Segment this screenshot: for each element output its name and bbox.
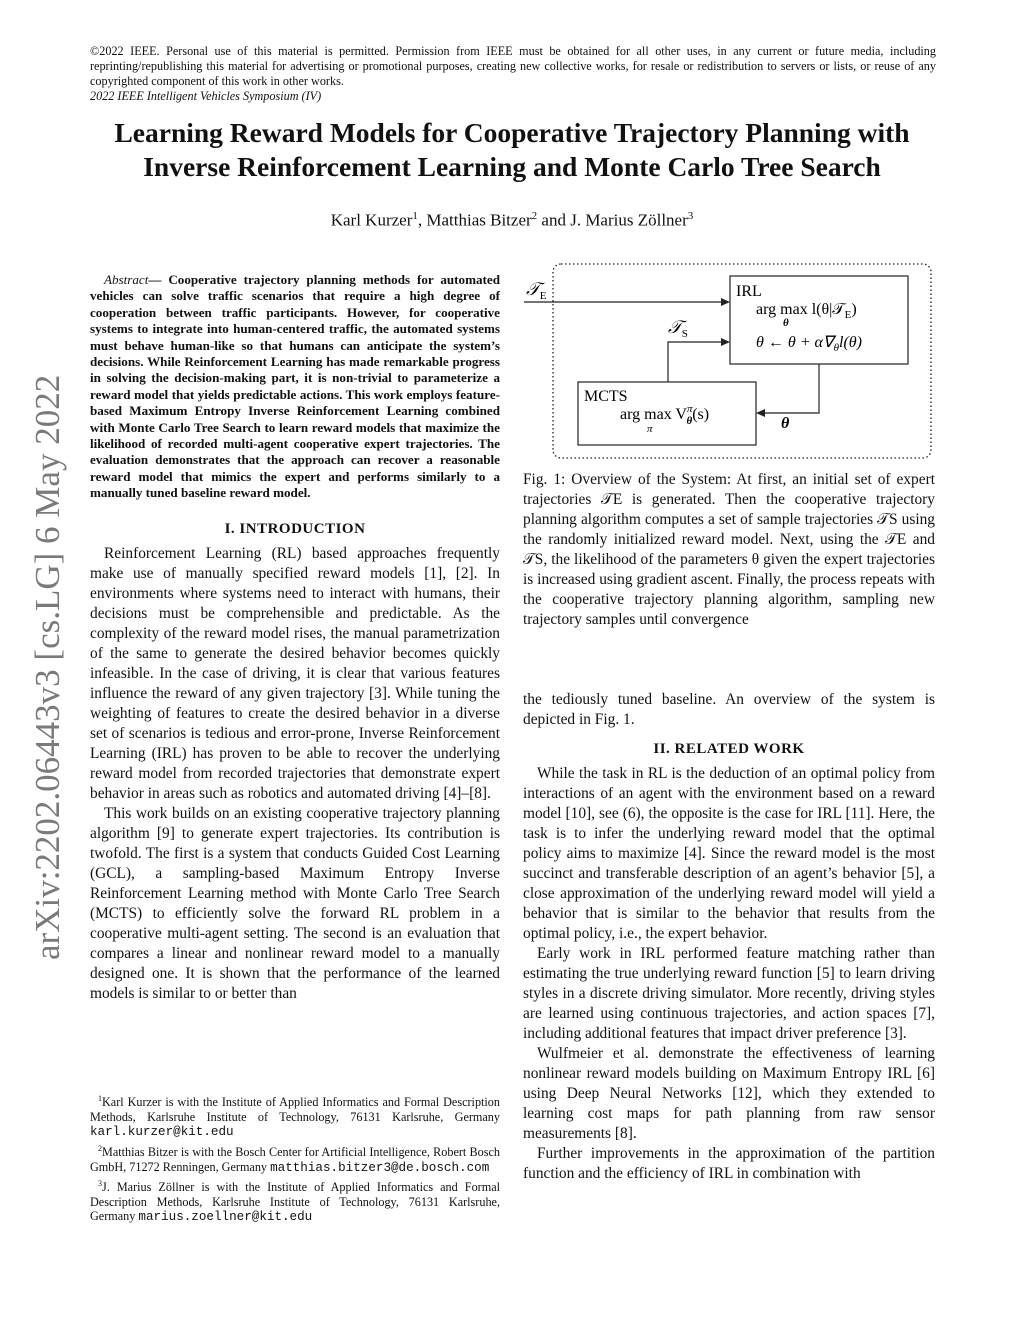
mcts-equation: arg $\max V^\pi$ θ(s) [620, 403, 710, 427]
footnote-2-email: matthias.bitzer3@de.bosch.com [270, 1160, 490, 1175]
footnotes [90, 1092, 500, 1227]
theta-label: θ [781, 415, 790, 432]
author-3: J. Marius Zöllner [570, 210, 688, 230]
footnote-2-marker: 2 [98, 1143, 102, 1153]
system-overview-figure [520, 262, 938, 462]
author-2-affil: 2 [531, 210, 538, 222]
irl-equation-update: θ ← $\theta + \alpha\nabla_\theta l(\theta)$ [756, 334, 862, 354]
related-paragraph-2: Early work in IRL performed feature matching rather than estimating the true underlying reward function [5] to learn driving styles in a discrete driving simulator. More recently, driving styles are learned using continuous trajectories, and action spaces [7], including additional features that impact driver preference [3]. [523, 945, 935, 1042]
footnote-3-text: J. Marius Zöllner is with the Institute of Applied Informatics and Formal Description Methods, Karlsruhe Institute of Technology, 76131 Karlsruhe, Germany [90, 1180, 500, 1224]
theta-arrow-line [762, 364, 819, 413]
venue-line: 2022 IEEE Intelligent Vehicles Symposium (IV) [90, 89, 322, 103]
intro-paragraph-2-continued: the tediously tuned baseline. An overview of the system is depicted in Fig. 1. [523, 691, 935, 728]
te-arrow-head [721, 298, 730, 306]
footnote-3 [90, 1177, 500, 1225]
author-2: Matthias Bitzer [426, 210, 532, 230]
author-list [60, 210, 964, 231]
footnote-3-email: marius.zoellner@kit.edu [138, 1210, 313, 1225]
abstract [90, 272, 500, 502]
related-paragraph-3: Wulfmeier et al. demonstrate the effectiveness of learning nonlinear reward models building on Maximum Entropy IRL [6] using Deep Neural Networks [12], which they extended to learning cost maps for path planning from raw sensor measurements [8]. [523, 1045, 935, 1142]
mcts-box-title: MCTS [584, 388, 628, 405]
footnote-3-marker: 3 [98, 1179, 102, 1189]
footnote-1-text: Karl Kurzer is with the Institute of Applied Informatics and Formal Description Methods, Karlsruhe Institute of Technology, 76131 Karlsruhe, Germany [90, 1095, 500, 1124]
ts-label: 𝒯$_S$ [668, 317, 688, 340]
copyright-notice [90, 44, 936, 104]
section-heading-introduction: I. INTRODUCTION [224, 520, 366, 537]
author-separator: , [417, 210, 427, 230]
footnote-1-marker: 1 [98, 1094, 102, 1103]
irl-equation-argmax: arg max l(θ|𝒯$_E$) [756, 301, 857, 321]
right-column-text [523, 690, 935, 1184]
title-line-1: Learning Reward Models for Cooperative Trajectory Planning with [114, 117, 910, 148]
footnote-1-email: karl.kurzer@kit.edu [90, 1125, 234, 1140]
arxiv-sidebar-stamp: arXiv:2202.06443v3 [cs.LG] 6 May 2022 [28, 374, 67, 960]
copyright-text: ©2022 IEEE. Personal use of this material is permitted. Permission from IEEE must be obtained for all other uses, in any current or future media, including reprinting/republishing this material for advertising or promotional purposes, creating new collective works, for resale or redistribution to servers or lists, or reuse of any copyrighted component of this work in other works. [90, 44, 936, 88]
theta-arrow-head [756, 409, 765, 417]
related-paragraph-1: While the task in RL is the deduction of an optimal policy from interactions of an agent with the environment based on a reward model [10], see (6), the opposite is the case for IRL [11]. Here, the task is to infer the underlying reward model that the optimal policy aims to maximize [4]. Since the reward model is the most succinct and transferable description of an agent’s behavior [5], a close approximation of the underlying reward model will yield a behavior that is similar to the behavior that results from the optimal policy, i.e., the expert behavior. [523, 765, 935, 942]
paper-title [60, 116, 964, 184]
irl-argmax-subscript: θ [783, 317, 789, 329]
te-label: 𝒯$_E$ [526, 279, 547, 302]
figure-caption: Fig. 1: Overview of the System: At first, an initial set of expert trajectories 𝒯E is generated. Then the cooperative trajectory planning algorithm computes a set of sample trajectories 𝒯S using the randomly initialized reward model. Next, using the 𝒯E and 𝒯S, the likelihood of the parameters θ given the expert trajectories is increased using gradient ascent. Finally, the process repeats with the cooperative trajectory planning algorithm, sampling new trajectory samples until convergence [523, 471, 935, 628]
left-column [90, 272, 500, 1004]
author-1-affil: 1 [412, 210, 418, 222]
intro-paragraph-2: This work builds on an existing cooperative trajectory planning algorithm [9] to generate expert trajectories. Its contribution is twofold. The first is a system that conducts Guided Cost Learning (GCL), a sampling-based Maximum Entropy Inverse Reinforcement Learning method with Monte Carlo Tree Search (MCTS) to efficiently solve the forward RL problem in a cooperative multi-agent setting. The second is an evaluation that compares a linear and nonlinear reward model to a manually designed one. It is shown that the performance of the learned models is similar to or better than [90, 804, 500, 1002]
mcts-argmax-subscript: π [647, 423, 653, 435]
author-1: Karl Kurzer [330, 210, 413, 230]
abstract-text: — Cooperative trajectory planning methods for automated vehicles can solve traffic scenarios that require a high degree of cooperation between traffic participants. However, for cooperative systems to integrate into human-centered traffic, the automated systems must behave human-like so that humans can anticipate the system’s decisions. While Reinforcement Learning has made remarkable progress in solving the decision-making part, it is non-trivial to parameterize a reward model that yields predictable actions. This work employs feature-based Maximum Entropy Inverse Reinforcement Learning combined with Monte Carlo Tree Search to learn reward models that maximize the likelihood of recorded multi-agent cooperative expert trajectories. The evaluation demonstrates that the approach can recover a reasonable reward model that mimics the expert and performs similarly to a manually tuned baseline reward model. [90, 272, 500, 501]
footnote-1 [90, 1092, 500, 1140]
related-paragraph-4: Further improvements in the approximation of the partition function and the efficiency of IRL in combination with [523, 1145, 935, 1182]
ts-arrow-head [721, 338, 730, 346]
author-3-affil: 3 [687, 210, 694, 222]
footnote-2 [90, 1142, 500, 1175]
author-separator: and [537, 210, 571, 230]
intro-paragraph-1: Reinforcement Learning (RL) based approaches frequently make use of manually specified reward models [1], [2]. In environments where systems need to interact with humans, their decisions must be comprehensible and predictable. As the complexity of the reward model rises, the manual parametrization of the same to generate the desired behavior becomes quickly infeasible. In the case of driving, it is clear that various features influence the reward of any given trajectory [3]. While tuning the weighting of features to create the desired behavior in a diverse set of scenarios is tedious and error-prone, Inverse Reinforcement Learning (IRL) has proven to be able to recover the underlying reward model from recorded trajectories that demonstrate expert behavior in areas such as robotics and automated driving [4]–[8]. [90, 544, 500, 802]
section-heading-related-work: II. RELATED WORK [653, 741, 805, 757]
irl-box-title: IRL [736, 283, 762, 300]
title-line-2: Inverse Reinforcement Learning and Monte Carlo Tree Search [143, 151, 881, 182]
ts-arrow-line [668, 342, 724, 382]
abstract-label: Abstract [104, 272, 149, 287]
footnote-2-text: Matthias Bitzer is with the Bosch Center for Artificial Intelligence, Robert Bosch GmbH, 71272 Renningen, Germany [90, 1144, 500, 1174]
